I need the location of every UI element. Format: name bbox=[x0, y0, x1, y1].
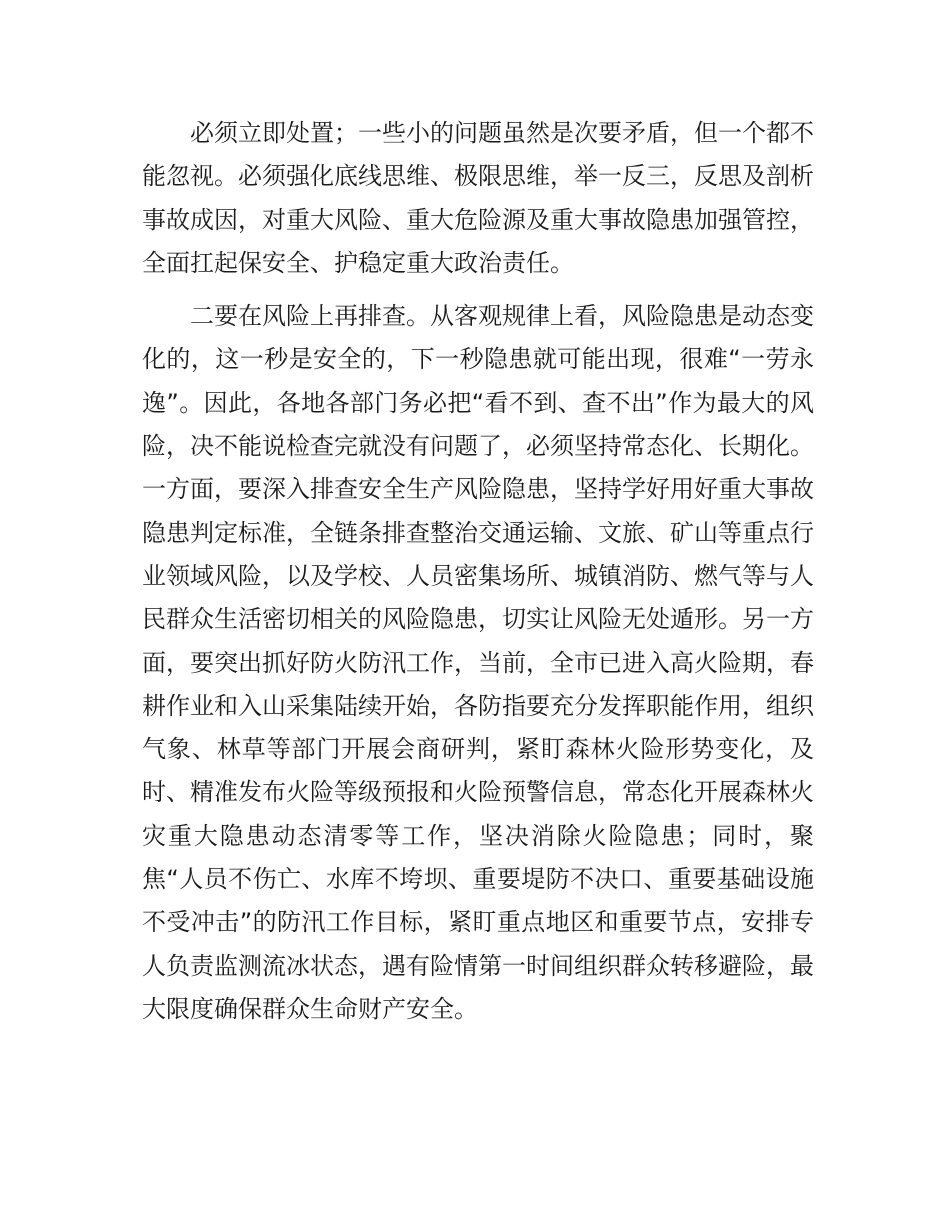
document-body bbox=[142, 112, 814, 1031]
paragraph-1: 必须立即处置；一些小的问题虽然是次要矛盾，但一个都不能忽视。必须强化底线思维、极限思维，举一反三，反思及剖析事故成因，对重大风险、重大危险源及重大事故隐患加强管控，全面扛起保安全、护稳定重大政治责任。 bbox=[142, 119, 814, 277]
paragraph-2: 二要在风险上再排查。从客观规律上看，风险隐患是动态变化的，这一秒是安全的，下一秒隐患就可能出现，很难“一劳永逸”。因此，各地各部门务必把“看不到、查不出”作为最大的风险，决不能说检查完就没有问题了，必须坚持常态化、长期化。一方面，要深入排查安全生产风险隐患，坚持学好用好重大事故隐患判定标准，全链条排查整治交通运输、文旅、矿山等重点行业领域风险，以及学校、人员密集场所、城镇消防、燃气等与人民群众生活密切相关的风险隐患，切实让风险无处遁形。另一方面，要突出抓好防火防汛工作，当前，全市已进入高火险期，春耕作业和入山采集陆续开始，各防指要充分发挥职能作用，组织气象、林草等部门开展会商研判，紧盯森林火险形势变化，及时、精准发布火险等级预报和火险预警信息，常态化开展森林火灾重大隐患动态清零等工作，坚决消除火险隐患；同时，聚焦“人员不伤亡、水库不垮坝、重要堤防不决口、重要基础设施不受冲击”的防汛工作目标，紧盯重点地区和重要节点，安排专人负责监测流冰状态，遇有险情第一时间组织群众转移避险，最大限度确保群众生命财产安全。 bbox=[142, 302, 814, 1023]
